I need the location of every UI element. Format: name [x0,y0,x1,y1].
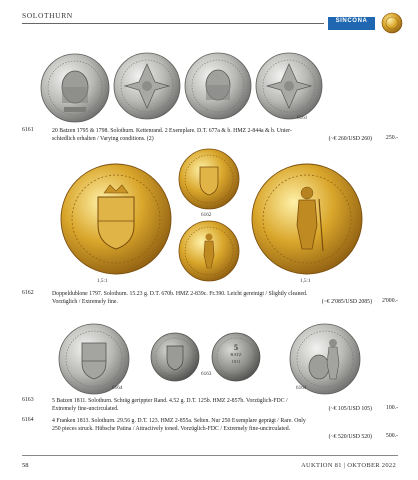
lot-6161-number: 6161 [22,127,34,133]
lot-6163-description [52,397,372,413]
lot-6164-line1: 4 Franken 1813. Solothurn. 29.56 g. D.T. 123. HMZ 2-855a. Selten. Nur 250 Exemplare geprägt / Rare. Only [52,418,306,424]
brand-coin-icon [381,12,403,34]
lot-6163-price: 100.- [385,405,398,411]
lot-6162-price: 2'000.- [381,298,398,304]
lot-6161-estimate: (~€ 260/USD 260) [328,136,372,142]
lot-6163-image-label: 6163 [201,371,212,377]
lot-6163-estimate: (~€ 105/USD 105) [328,406,372,412]
lot-6164-estimate: (~€ 520/USD 520) [328,434,372,440]
lot-6161-line2: schiedlich erhalten / Varying conditions. (2) [52,136,154,142]
footer-divider [22,455,398,456]
lot-6163-line2: Extremely fine-uncirculated. [52,406,119,412]
lot-6163-line1: 5 Batzen 1811. Solothurn. Schräg gerippter Rand. 4.52 g. D.T. 125b. HMZ 2-857b. Vorzüglich-FDC / [52,398,288,404]
lot-6162-number: 6162 [22,290,34,296]
lot-6161-image-label: 6161 [297,115,308,121]
lot-6162-image-label: 6162 [201,212,212,218]
lot-6162-line1: Doppeldublone 1797. Solothurn. 15.23 g. D.T. 670b. HMZ 2-839c. Fr.390. Leicht gereinigt / Slightly cleaned. [52,291,308,297]
lot-6164-number: 6164 [22,417,34,423]
lot-6164-image-label-right: 6164 [296,385,307,391]
coin-6163-reverse-inscription [211,344,261,365]
lot-6162-estimate: (~€ 2'085/USD 2085) [321,299,372,305]
lot-6164-line2: 250 pieces struck. Hübsche Patina / Attractively toned. Vorzüglich-FDC / Extremely fine-uncirculated. [52,426,291,432]
lot-6161-line1: 20 Batzen 1795 & 1798. Solothurn. Kettenrand. 2 Exemplare. D.T. 677a & b. HMZ 2-844a & b. Unter- [52,128,292,134]
coin-6163-value: 5 [234,343,238,352]
coin-6161-a-obverse [40,53,110,123]
enlargement-left-label: 1,5:1 [97,278,108,284]
footer-auction-info: AUKTION 81 | OKTOBER 2022 [301,462,396,469]
coin-6162-obverse-enlarged [60,163,172,275]
enlargement-right-label: 1,5:1 [300,278,311,284]
lot-6164-price: 500.- [385,433,398,439]
coin-6163-year: 1811 [231,359,241,364]
header-divider [22,23,324,24]
coin-6161-b-reverse [255,52,323,120]
lot-6163-number: 6163 [22,397,34,403]
coin-6161-a-reverse [113,52,181,120]
lot-6164-image-label-left: 6164 [112,385,123,391]
coin-6161-b-obverse [184,52,252,120]
page-number: 58 [22,462,29,469]
lot-6164-description [52,417,372,441]
coin-6163-obverse [150,332,200,382]
lot-6161-description [52,127,372,143]
brand-logo-text: SINCONA [335,18,368,24]
lot-6161-price: 250.- [385,135,398,141]
coin-6163-unit: BATZ [230,352,242,357]
running-header: SOLOTHURN [22,11,73,20]
coin-6162-reverse-enlarged [251,163,363,275]
lot-6162-description [52,290,372,306]
coin-6162-reverse [178,220,240,282]
coin-6162-obverse [178,148,240,210]
lot-6162-line2: Vorzüglich / Extremely fine. [52,299,118,305]
